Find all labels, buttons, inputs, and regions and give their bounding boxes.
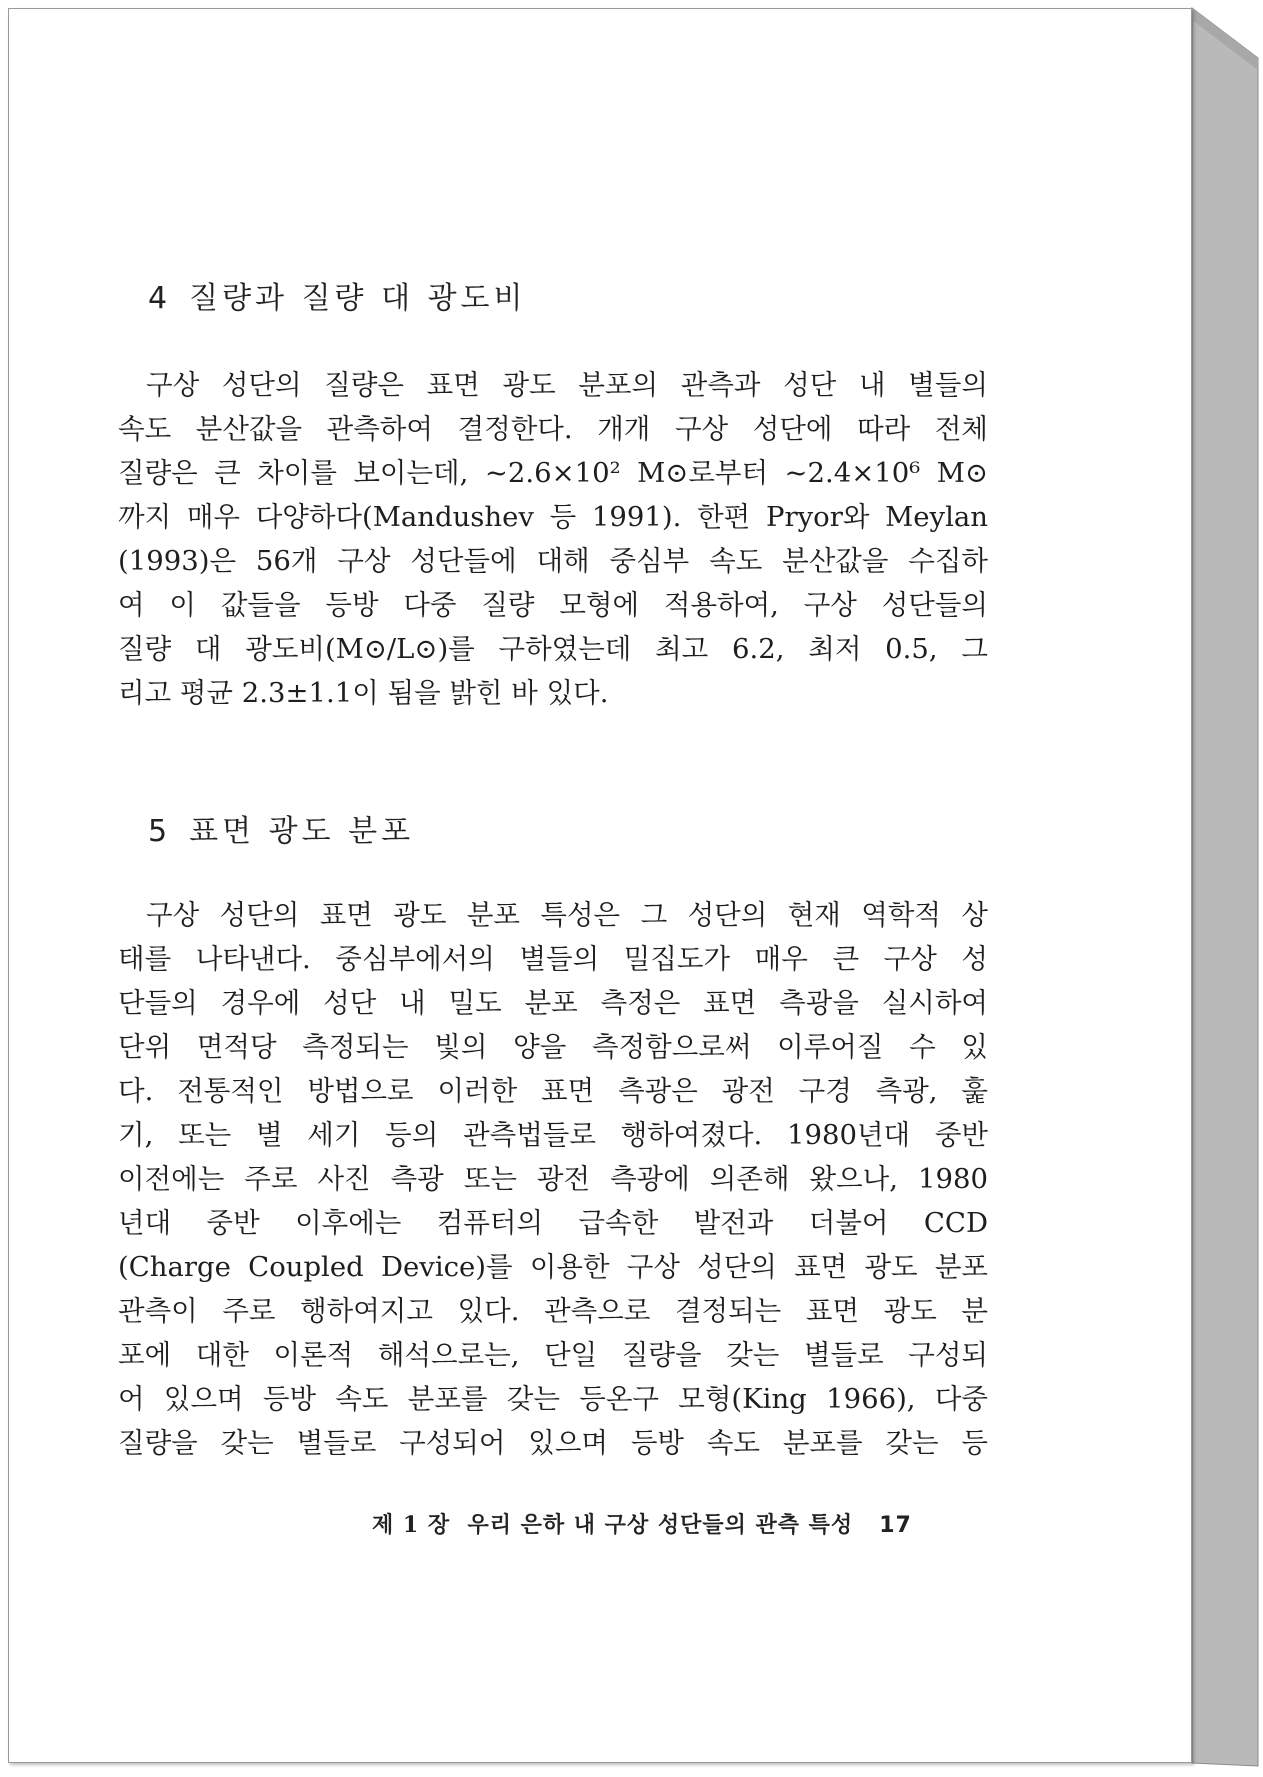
page-number: 17 — [879, 1513, 912, 1538]
paragraph-line: 구상 성단의 질량은 표면 광도 분포의 관측과 성단 내 별들의 — [146, 369, 988, 401]
section-5-number: 5 — [148, 814, 172, 849]
paragraph-line: 다. 전통적인 방법으로 이러한 표면 측광은 광전 구경 측광, 훑 — [118, 1075, 988, 1107]
section-4-number: 4 — [148, 281, 172, 316]
paragraph-line: 까지 매우 다양하다(Mandushev 등 1991). 한편 Pryor와 Meylan — [118, 501, 988, 533]
section-4-paragraph — [118, 363, 988, 715]
paragraph-line: 포에 대한 이론적 해석으로는, 단일 질량을 갖는 별들로 구성되 — [118, 1339, 988, 1371]
paragraph-line: 기, 또는 별 세기 등의 관측법들로 행하여졌다. 1980년대 중반 — [118, 1119, 988, 1151]
page-footer — [372, 1508, 912, 1539]
paragraph-line: 년대 중반 이후에는 컴퓨터의 급속한 발전과 더불어 CCD — [118, 1207, 988, 1239]
paragraph-line: (1993)은 56개 구상 성단들에 대해 중심부 속도 분산값을 수집하 — [118, 545, 988, 577]
section-5-paragraph — [118, 893, 988, 1465]
section-5-title: 표면 광도 분포 — [189, 814, 415, 849]
paragraph-line: 이전에는 주로 사진 측광 또는 광전 측광에 의존해 왔으나, 1980 — [118, 1163, 988, 1195]
paragraph-line: 단들의 경우에 성단 내 밀도 분포 측정은 표면 측광을 실시하여 — [118, 987, 988, 1019]
running-head: 제 1 장 우리 은하 내 구상 성단들의 관측 특성 — [372, 1512, 854, 1538]
paragraph-line: 질량은 큰 차이를 보이는데, ~2.6×10² M⊙로부터 ~2.4×10⁶ M⊙ — [118, 457, 988, 489]
paragraph-line: 리고 평균 2.3±1.1이 됨을 밝힌 바 있다. — [118, 677, 609, 709]
section-4-title: 질량과 질량 대 광도비 — [189, 281, 527, 316]
paragraph-line: 단위 면적당 측정되는 빛의 양을 측정함으로써 이루어질 수 있 — [118, 1031, 988, 1063]
paragraph-line: 관측이 주로 행하여지고 있다. 관측으로 결정되는 표면 광도 분 — [118, 1295, 988, 1327]
section-4-heading — [148, 273, 527, 317]
paragraph-line: 어 있으며 등방 속도 분포를 갖는 등온구 모형(King 1966), 다중 — [118, 1383, 988, 1415]
paragraph-line: 속도 분산값을 관측하여 결정한다. 개개 구상 성단에 따라 전체 — [118, 413, 988, 445]
paragraph-line: 태를 나타낸다. 중심부에서의 별들의 밀집도가 매우 큰 구상 성 — [118, 943, 988, 975]
paragraph-line: (Charge Coupled Device)를 이용한 구상 성단의 표면 광도 분포 — [118, 1251, 988, 1283]
document-page — [8, 8, 1192, 1763]
section-5-heading — [148, 806, 414, 850]
paragraph-line: 구상 성단의 표면 광도 분포 특성은 그 성단의 현재 역학적 상 — [146, 899, 988, 931]
paragraph-line: 질량 대 광도비(M⊙/L⊙)를 구하였는데 최고 6.2, 최저 0.5, 그 — [118, 633, 988, 665]
paragraph-line: 질량을 갖는 별들로 구성되어 있으며 등방 속도 분포를 갖는 등 — [118, 1427, 988, 1459]
paragraph-line: 여 이 값들을 등방 다중 질량 모형에 적용하여, 구상 성단들의 — [118, 589, 988, 621]
